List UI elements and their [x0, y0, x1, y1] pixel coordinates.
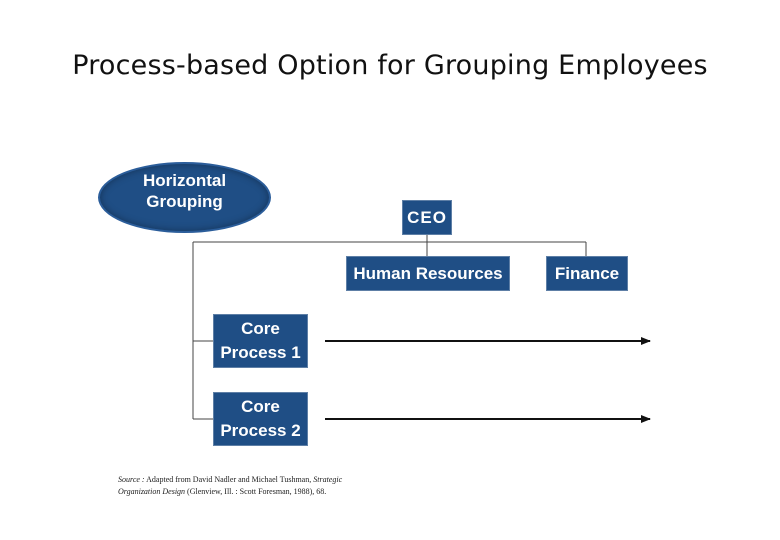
core-process-1-line1: Core	[241, 319, 280, 338]
core-process-1-box	[213, 314, 308, 368]
source-book-title: Strategic Organization Design	[118, 475, 343, 496]
core-process-2-box	[213, 392, 308, 446]
source-label: Source :	[118, 475, 145, 484]
source-citation	[118, 474, 358, 498]
human-resources-label: Human Resources	[353, 263, 503, 283]
finance-label: Finance	[554, 263, 620, 283]
finance-box	[546, 256, 628, 291]
oval-label-line2: Grouping	[146, 191, 223, 211]
core-process-1-line2: Process 1	[220, 343, 301, 362]
oval-label-line1: Horizontal	[142, 170, 227, 190]
source-text-1: Adapted from David Nadler and Michael Tushman,	[144, 475, 314, 484]
core-process-2-line2: Process 2	[220, 421, 301, 440]
core-process-2-line1: Core	[241, 397, 280, 416]
human-resources-box	[346, 256, 510, 291]
slide-title: Process-based Option for Grouping Employees	[72, 50, 708, 81]
ceo-label: CEO	[407, 207, 447, 227]
source-text-2: (Glenview, Ill. : Scott Foresman, 1988), 68.	[185, 487, 327, 496]
ceo-box	[402, 200, 452, 235]
